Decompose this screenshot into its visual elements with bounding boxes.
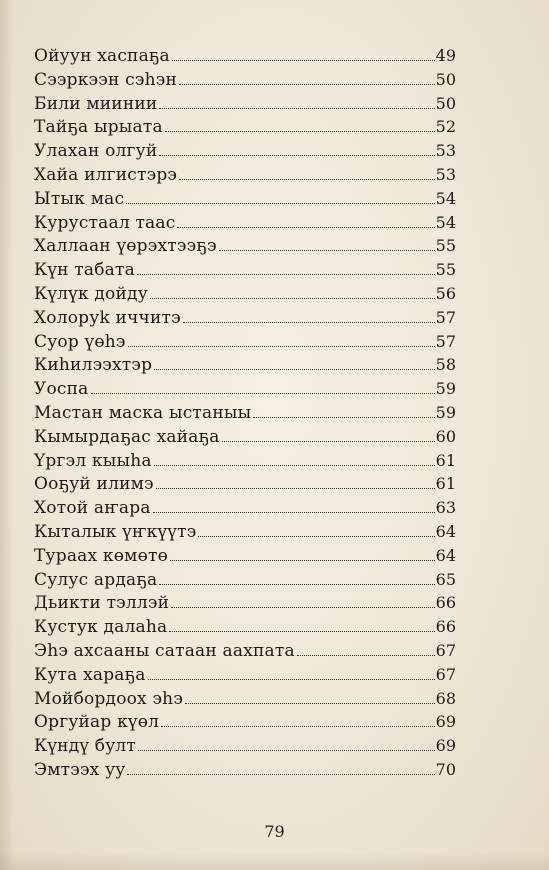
- toc-entry-title: Улахан олгуй: [34, 141, 158, 162]
- dot-leader: [154, 369, 434, 370]
- toc-entry-title: Күндү булт: [34, 736, 137, 757]
- toc-entry-title: Уоспа: [34, 379, 89, 400]
- dot-leader: [126, 203, 434, 204]
- toc-entry-page: 66: [435, 593, 456, 613]
- dot-leader: [198, 536, 434, 537]
- toc-entry: [34, 234, 456, 258]
- toc-entry: [34, 115, 456, 139]
- toc-entry-title: Ойуун хаспаҕа: [34, 46, 170, 66]
- toc-entry-title: Кута хараҕа: [34, 664, 146, 685]
- toc-entry-page: 69: [435, 736, 456, 756]
- toc-entry-page: 49: [435, 46, 456, 65]
- toc-entry: [34, 282, 456, 306]
- dot-leader: [171, 607, 434, 608]
- dot-leader: [127, 774, 434, 775]
- toc-entry: [34, 758, 456, 782]
- dot-leader: [138, 750, 435, 751]
- toc-entry: [34, 139, 456, 163]
- toc-entry-title: Оргуйар күөл: [34, 712, 160, 733]
- toc-entry-title: Кыталык үҥкүүтэ: [34, 521, 197, 542]
- toc-entry: [34, 92, 456, 116]
- toc-entry-page: 59: [435, 379, 456, 399]
- toc-entry-title: Хотой аҥара: [34, 498, 151, 519]
- toc-entry: [34, 615, 456, 639]
- dot-leader: [179, 84, 435, 85]
- toc-entry-title: Киһилээхтэр: [34, 355, 153, 376]
- toc-entry-title: Тайҕа ырыата: [34, 117, 163, 138]
- toc-entry-title: Дьикти тэллэй: [34, 593, 170, 614]
- toc-entry: [34, 377, 456, 401]
- toc-entry-title: Били миинии: [34, 93, 158, 114]
- toc-entry-title: Курустаал таас: [34, 212, 176, 233]
- toc-entry-page: 67: [435, 664, 456, 684]
- toc-entry-title: Ытык мас: [34, 188, 125, 209]
- dot-leader: [172, 60, 435, 61]
- toc-entry-title: Тураах көмөтө: [34, 545, 169, 566]
- page-number: 79: [264, 822, 285, 841]
- toc-entry: [34, 163, 456, 187]
- toc-entry-title: Халлаан үөрэхтээҕэ: [34, 236, 217, 257]
- dot-leader: [183, 322, 435, 323]
- toc-entry: [34, 258, 456, 282]
- toc-entry-page: 61: [435, 474, 456, 494]
- dot-leader: [159, 108, 434, 109]
- toc-entry-page: 56: [435, 283, 456, 303]
- toc-entry-page: 52: [435, 117, 456, 137]
- toc-entry: [34, 353, 456, 377]
- toc-entry-title: Кымырдаҕас хайаҕа: [34, 426, 220, 447]
- toc-entry-page: 70: [435, 759, 456, 779]
- dot-leader: [161, 726, 434, 727]
- toc-entry: [34, 472, 456, 496]
- toc-entry: [34, 425, 456, 449]
- dot-leader: [219, 250, 435, 251]
- dot-leader: [185, 703, 435, 704]
- toc-entry-title: Ооҕуй илимэ: [34, 474, 154, 495]
- toc-entry-title: Хайа илгистэрэ: [34, 164, 178, 185]
- toc-entry: [34, 401, 456, 425]
- toc-entry-page: 60: [435, 426, 456, 446]
- dot-leader: [159, 155, 434, 156]
- dot-leader: [170, 560, 435, 561]
- toc-entry-page: 57: [435, 307, 456, 327]
- toc-entry: [34, 544, 456, 568]
- dot-leader: [253, 417, 434, 418]
- toc-entry-title: Эмтээх уу: [34, 759, 126, 780]
- toc-entry-page: 53: [435, 164, 456, 184]
- toc-entry-page: 50: [435, 69, 456, 89]
- dot-leader: [222, 441, 435, 442]
- toc-entry-page: 65: [435, 569, 456, 589]
- dot-leader: [148, 679, 435, 680]
- toc-entry-title: Холоруk иччитэ: [34, 307, 181, 328]
- toc-entry-page: 61: [435, 450, 456, 470]
- toc-entry-page: 64: [435, 545, 456, 565]
- toc-entry: [34, 306, 456, 330]
- toc-entry: [34, 449, 456, 473]
- toc-entry-title: Кустук далаһа: [34, 617, 168, 638]
- toc-entry-page: 58: [435, 355, 456, 375]
- toc-entry-page: 50: [435, 93, 456, 113]
- toc-entry-page: 67: [435, 640, 456, 660]
- toc-entry: [34, 568, 456, 592]
- dot-leader: [165, 131, 435, 132]
- dot-leader: [177, 227, 434, 228]
- toc-entry-title: Күлүк дойду: [34, 283, 148, 304]
- toc-entry-title: Мастан маска ыстаныы: [34, 402, 252, 423]
- toc-entry: [34, 520, 456, 544]
- page-bottom-shadow: [0, 852, 549, 870]
- toc-entry-title: Мойбордоох эһэ: [34, 688, 184, 709]
- dot-leader: [179, 179, 435, 180]
- toc-entry-page: 53: [435, 141, 456, 161]
- toc-entry-title: Күн табата: [34, 260, 135, 281]
- toc-entry-title: Үргэл кыыһа: [34, 450, 152, 471]
- toc-entry: [34, 330, 456, 354]
- toc-entry: [34, 68, 456, 92]
- toc-entry-page: 55: [435, 260, 456, 280]
- toc-entry-page: 68: [435, 688, 456, 708]
- toc-entry-page: 66: [435, 617, 456, 637]
- toc-entry-page: 57: [435, 331, 456, 351]
- toc-entry-page: 54: [435, 212, 456, 232]
- toc-entry-page: 59: [435, 402, 456, 422]
- toc-entry: [34, 44, 456, 68]
- dot-leader: [150, 298, 435, 299]
- toc-entry: [34, 496, 456, 520]
- toc-entry: [34, 639, 456, 663]
- dot-leader: [156, 488, 435, 489]
- dot-leader: [153, 512, 435, 513]
- toc-entry-page: 63: [435, 498, 456, 518]
- dot-leader: [154, 465, 435, 466]
- toc-entry-page: 64: [435, 521, 456, 541]
- toc-entry-title: Эһэ ахсааны сатаан аахпата: [34, 640, 295, 661]
- toc-entry: [34, 591, 456, 615]
- dot-leader: [91, 393, 435, 394]
- toc-entry: [34, 734, 456, 758]
- dot-leader: [297, 655, 435, 656]
- toc-entry: [34, 663, 456, 687]
- toc-entry-page: 69: [435, 712, 456, 732]
- dot-leader: [159, 584, 434, 585]
- toc-entry-page: 55: [435, 236, 456, 256]
- toc-entry-title: Сулус ардаҕа: [34, 569, 158, 590]
- dot-leader: [169, 631, 434, 632]
- toc-entry: [34, 187, 456, 211]
- dot-leader: [128, 346, 435, 347]
- dot-leader: [137, 274, 435, 275]
- toc-entry-page: 54: [435, 188, 456, 208]
- toc-entry-title: Суор үөһэ: [34, 331, 126, 352]
- toc-entry: [34, 687, 456, 711]
- page-edge-shadow: [0, 0, 14, 870]
- toc-entry: [34, 211, 456, 235]
- toc-entry-title: Сээркээн сэһэн: [34, 69, 177, 90]
- toc-entry: [34, 710, 456, 734]
- table-of-contents: [34, 44, 456, 782]
